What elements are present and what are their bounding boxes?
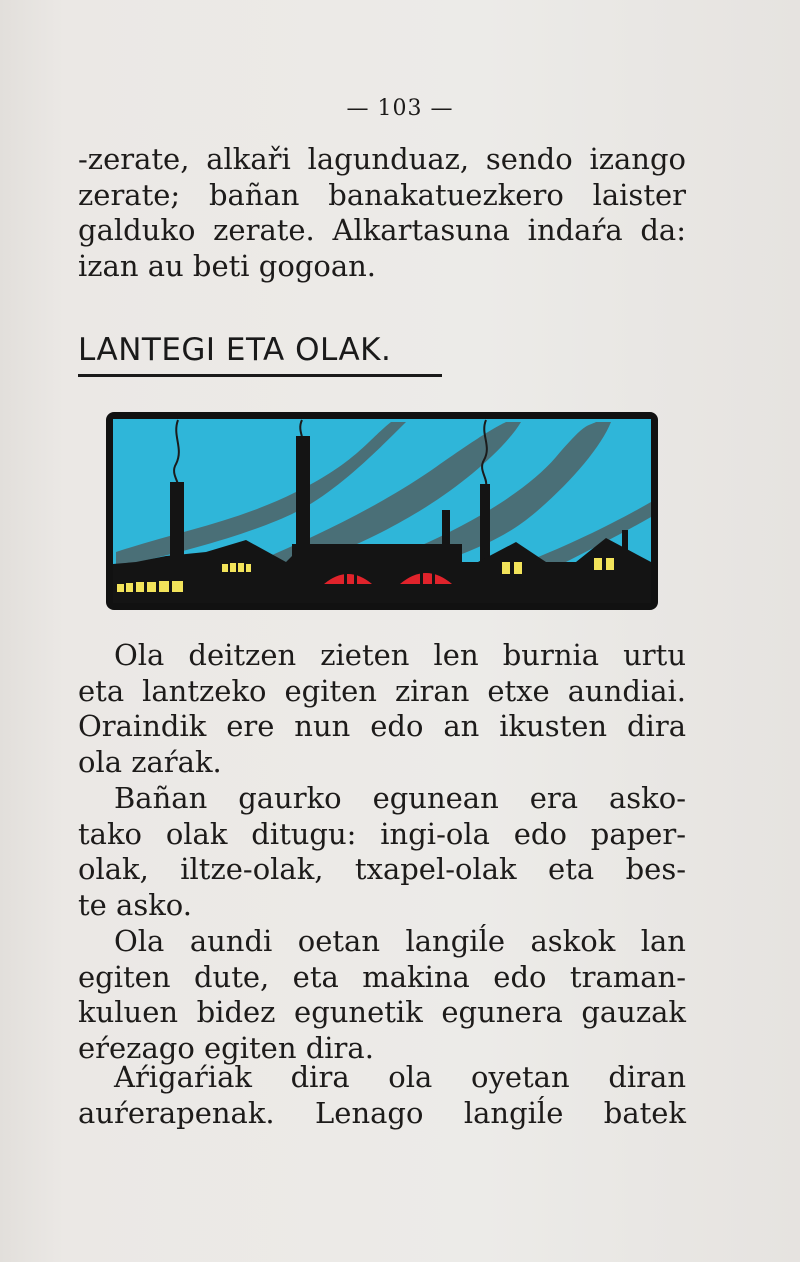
text-line: Oraindik ere nun edo an ikusten dira <box>78 709 686 744</box>
chimney <box>170 482 184 562</box>
heading-underline <box>78 374 442 377</box>
window <box>230 563 236 572</box>
text-line: Ola aundi oetan langiĺe askok lan <box>114 924 686 958</box>
text-line: tako olak ditugu: ingi-ola edo paper- <box>78 816 686 851</box>
window <box>502 562 510 574</box>
text-line: Aŕigaŕiak dira ola oyetan diran <box>114 1060 686 1094</box>
text-line: -zerate, alkaři lagunduaz, sendo izango <box>78 142 686 176</box>
window <box>136 582 144 592</box>
window <box>172 581 183 592</box>
text-line: eŕezago egiten dira. <box>78 1031 374 1066</box>
text-line: te asko. <box>78 888 192 923</box>
window <box>222 564 228 572</box>
text-line: izan au beti gogoan. <box>78 249 377 284</box>
text-line: eta lantzeko egiten ziran etxe aundiai. <box>78 673 686 708</box>
text-line: egiten dute, eta makina edo traman- <box>78 959 686 994</box>
page-number: — 103 — <box>346 96 454 121</box>
text-line: Ola deitzen zieten len burnia urtu <box>114 638 686 672</box>
text-line: galduko zerate. Alkartasuna indaŕa da: <box>78 213 686 248</box>
window <box>514 562 522 574</box>
body-paragraph <box>78 638 686 781</box>
text-line: olak, iltze-olak, txapel-olak eta bes- <box>78 852 686 887</box>
window <box>606 558 614 570</box>
window <box>246 564 251 572</box>
intro-paragraph <box>78 142 686 285</box>
window <box>126 583 133 592</box>
factory-illustration <box>106 412 658 610</box>
body-paragraph <box>78 924 686 1067</box>
body-paragraph <box>78 1060 686 1131</box>
window <box>159 581 169 592</box>
text-line: zerate; bañan banakatuezkero laister <box>78 177 686 212</box>
window <box>594 558 602 570</box>
window <box>117 584 124 592</box>
chimney <box>480 484 490 564</box>
body-paragraph <box>78 781 686 924</box>
text-line: ola zaŕak. <box>78 745 222 780</box>
window <box>238 563 244 572</box>
text-line: auŕerapenak. Lenago langiĺe batek <box>78 1095 686 1130</box>
text-line: Bañan gaurko egunean era asko- <box>114 781 686 815</box>
factory-skyline-icon <box>106 412 658 610</box>
window <box>147 582 156 592</box>
section-heading: LANTEGI ETA OLAK. <box>78 332 392 368</box>
text-line: kuluen bidez egunetik egunera gauzak <box>78 995 686 1030</box>
